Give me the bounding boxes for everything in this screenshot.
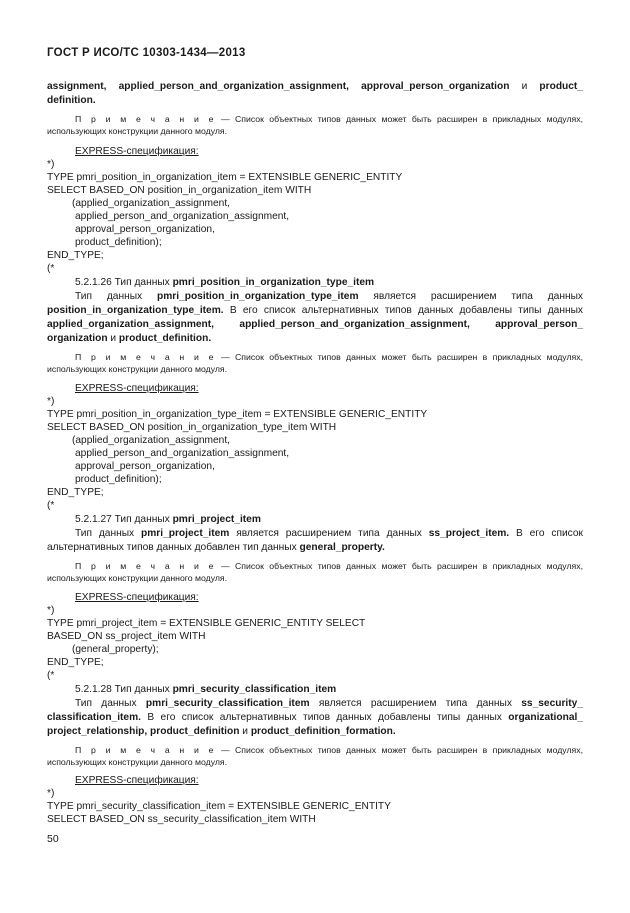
code-2-line: product_definition); <box>75 474 162 485</box>
express-label-1: EXPRESS-спецификация: <box>75 146 199 157</box>
code-1-line: product_definition); <box>75 237 162 248</box>
section-28-para-line: project_relationship, product_definition и product_definition_formation. <box>47 726 396 737</box>
section-27-para-line: Тип данных pmri_project_item является расширением типа данных ss_project_item. В его список <box>75 528 583 539</box>
code-3-line: (general_property); <box>72 644 159 655</box>
section-26-para-line: organization и product_definition. <box>47 333 212 344</box>
code-3-line: (* <box>47 670 55 681</box>
note-1-line-1: П р и м е ч а н и е — Список объектных типов данных может быть расширен в прикладных модулях, <box>75 114 583 124</box>
code-2-line: *) <box>47 396 55 407</box>
code-2-line: TYPE pmri_position_in_organization_type_item = EXTENSIBLE GENERIC_ENTITY <box>47 409 428 420</box>
section-28-para-line: classification_item. В его список альтернативных типов данных добавлены типы данных organizational_ <box>47 712 583 723</box>
page-number: 50 <box>47 833 59 845</box>
code-4-line: *) <box>47 788 55 799</box>
code-3-line: *) <box>47 605 55 616</box>
express-label-4: EXPRESS-спецификация: <box>75 775 199 786</box>
note-2-line-1: П р и м е ч а н и е — Список объектных типов данных может быть расширен в прикладных модулях, <box>75 352 583 362</box>
code-2-line: applied_person_and_organization_assignment, <box>75 448 290 459</box>
continued-line-1: assignment, applied_person_and_organization_assignment, approval_person_organization и product_ <box>47 81 583 92</box>
section-26-para-line: position_in_organization_type_item. В его список альтернативных типов данных добавлены типы данных <box>47 305 583 316</box>
express-label-3: EXPRESS-спецификация: <box>75 592 199 603</box>
code-1-line: END_TYPE; <box>47 250 104 261</box>
code-1-line: TYPE pmri_position_in_organization_item = EXTENSIBLE GENERIC_ENTITY <box>47 172 403 183</box>
note-3-line-2: использующих конструкции данного модуля. <box>47 573 228 583</box>
code-1-line: (* <box>47 263 55 274</box>
code-2-line: approval_person_organization, <box>75 461 215 472</box>
section-26-para-line: Тип данных pmri_position_in_organization_type_item является расширением типа данных <box>75 291 584 302</box>
section-27-para-line: альтернативных типов данных добавлен тип данных general_property. <box>47 542 385 553</box>
code-3-line: END_TYPE; <box>47 657 104 668</box>
page-header: ГОСТ Р ИСО/ТС 10303-1434—2013 <box>47 47 246 59</box>
code-2-line: (* <box>47 500 55 511</box>
continued-line-2: definition. <box>47 95 96 106</box>
code-3-line: BASED_ON ss_project_item WITH <box>47 631 206 642</box>
note-2-line-2: использующих конструкции данного модуля. <box>47 364 228 374</box>
code-1-line: approval_person_organization, <box>75 224 215 235</box>
code-1-line: *) <box>47 159 55 170</box>
section-27-heading: 5.2.1.27 Тип данных pmri_project_item <box>75 514 261 525</box>
section-26-para-line: applied_organization_assignment, applied_person_and_organization_assignment, approval_person_ <box>47 319 583 330</box>
code-3-line: TYPE pmri_project_item = EXTENSIBLE GENERIC_ENTITY SELECT <box>47 618 366 629</box>
note-4-line-1: П р и м е ч а н и е — Список объектных типов данных может быть расширен в прикладных модулях, <box>75 745 583 755</box>
note-3-line-1: П р и м е ч а н и е — Список объектных типов данных может быть расширен в прикладных модулях, <box>75 561 583 571</box>
section-28-para-line: Тип данных pmri_security_classification_item является расширением типа данных ss_security_ <box>75 698 583 709</box>
code-4-line: TYPE pmri_security_classification_item = EXTENSIBLE GENERIC_ENTITY <box>47 801 391 812</box>
code-2-line: SELECT BASED_ON position_in_organization_type_item WITH <box>47 422 337 433</box>
code-2-line: END_TYPE; <box>47 487 104 498</box>
code-1-line: SELECT BASED_ON position_in_organization_item WITH <box>47 185 312 196</box>
section-26-heading: 5.2.1.26 Тип данных pmri_position_in_organization_type_item <box>75 277 375 288</box>
note-1-line-2: использующих конструкции данного модуля. <box>47 126 228 136</box>
code-1-line: (applied_organization_assignment, <box>72 198 231 209</box>
express-label-2: EXPRESS-спецификация: <box>75 383 199 394</box>
note-4-line-2: использующих конструкции данного модуля. <box>47 757 228 767</box>
code-2-line: (applied_organization_assignment, <box>72 435 231 446</box>
section-28-heading: 5.2.1.28 Тип данных pmri_security_classification_item <box>75 684 337 695</box>
code-4-line: SELECT BASED_ON ss_security_classification_item WITH <box>47 814 316 825</box>
code-1-line: applied_person_and_organization_assignment, <box>75 211 290 222</box>
